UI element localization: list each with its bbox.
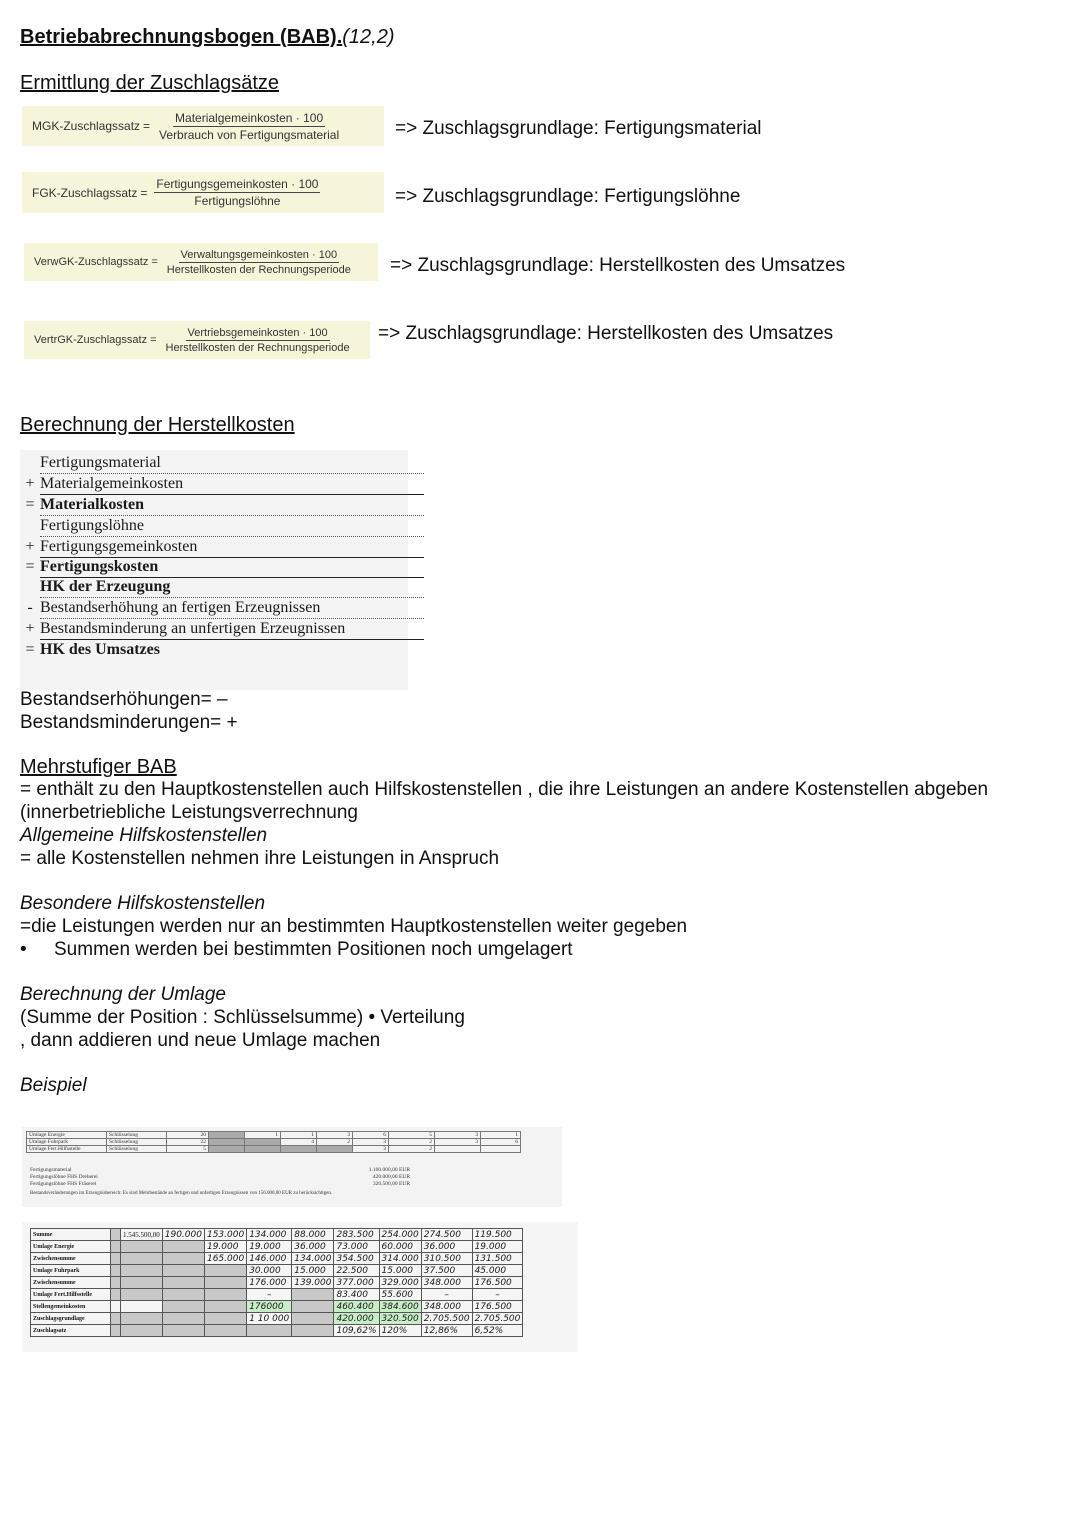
subheading-allgemeine: Allgemeine Hilfskostenstellen	[20, 825, 268, 846]
basis-fgk: => Zuschlagsgrundlage: Fertigungslöhne	[395, 186, 741, 207]
formula-label: MGK-Zuschlagssatz	[32, 119, 141, 133]
note-bestandserhoehung: Bestandserhöhungen= –	[20, 689, 228, 710]
formula-denominator: Verbrauch von Fertigungsmaterial	[159, 127, 340, 142]
formula-mgk: MGK-Zuschlagssatz = $\frac{\text{Materialgemeinkosten · 100}}{\text{Verbrauch von Fertigungsmaterial}}$	[22, 106, 384, 146]
scheme-row: HK der Erzeugung	[40, 578, 171, 595]
table-row: Zwischensumme 176.000 139.000 377.000 329.000 348.000 176.500	[31, 1277, 523, 1289]
table-row: Zuschlagsatz 109,62% 120% 12,86% 6,52%	[31, 1325, 523, 1337]
scheme-row: = Fertigungskosten	[25, 558, 159, 575]
text-line: = alle Kostenstellen nehmen ihre Leistungen in Anspruch	[20, 848, 500, 869]
bab-table-section	[22, 1222, 578, 1352]
formula-numerator: Verwaltungsgemeinkosten · 100	[180, 248, 338, 261]
key-row: Umlage Fert.Hilfsstelle Schlüsselung 5 3 2	[27, 1146, 521, 1153]
title-main: Betriebabrechnungsbogen (BAB)	[20, 26, 337, 48]
formula-numerator: Materialgemeinkosten · 100	[175, 110, 324, 125]
herstellkosten-scheme	[20, 450, 408, 690]
formula-numerator: Vertriebsgemeinkosten · 100	[187, 326, 328, 339]
info-line: Fertigungsmaterial 1.100.000,00 EUR	[30, 1167, 410, 1173]
scheme-row: = HK des Umsatzes	[25, 641, 160, 658]
subheading-besondere: Besondere Hilfskostenstellen	[20, 893, 266, 914]
table-row: Zuschlagsgrundlage 1 10 000 420.000 320.500 2.705.500 2.705.500	[31, 1313, 523, 1325]
scheme-row: = Materialkosten	[25, 496, 144, 513]
info-line: Fertigungslöhne FHS Fräserei 320.500,00 EUR	[30, 1181, 410, 1187]
text-line: = enthält zu den Hauptkostenstellen auch Hilfskostenstellen , die ihre Leistungen an andere Kostenstellen abgeben	[20, 779, 989, 800]
table-row: Umlage Energie 19.000 19.000 36.000 73.000 60.000 36.000 19.000	[31, 1241, 523, 1253]
formula-label: VerwGK-Zuschlagssatz	[34, 256, 149, 268]
formula-vertrgk: VertrGK-Zuschlagssatz = $\frac{\text{Vertriebsgemeinkosten · 100}}{\text{Herstellkosten der Rechnungsperiode}}$	[24, 321, 370, 359]
formula-numerator: Fertigungsgemeinkosten · 100	[156, 177, 319, 191]
scheme-row: + Fertigungsgemeinkosten	[25, 538, 198, 555]
formula-denominator: Herstellkosten der Rechnungsperiode	[166, 263, 351, 276]
table-row: Umlage Fert.Hilfsstelle – 83.400 55.600 – –	[31, 1289, 523, 1301]
bullet-icon: •	[20, 939, 27, 960]
section-heading-herstellkosten: Berechnung der Herstellkosten	[20, 414, 295, 436]
page-title	[20, 26, 395, 49]
text-line: =die Leistungen werden nur an bestimmten Hauptkostenstellen weiter gegeben	[20, 916, 688, 937]
key-row: Umlage Fuhrpark Schlüsselung 22 4 2 3 2 3 6	[27, 1139, 521, 1146]
text-line: Summen werden bei bestimmten Positionen noch umgelagert	[54, 939, 573, 960]
title-dot: .	[336, 26, 343, 48]
basis-mgk: => Zuschlagsgrundlage: Fertigungsmaterial	[395, 118, 762, 139]
table-row: Summe 1.545.500,00 190.000 153.000 134.000 88.000 283.500 254.000 274.500 119.500	[31, 1229, 523, 1241]
subheading-beispiel: Beispiel	[20, 1075, 87, 1096]
table-row: Zwischensumme 165.000 146.000 134.000 354.500 314.000 310.500 131.500	[31, 1253, 523, 1265]
basis-vertrgk: => Zuschlagsgrundlage: Herstellkosten des Umsatzes	[378, 323, 834, 344]
basis-verwgk: => Zuschlagsgrundlage: Herstellkosten des Umsatzes	[390, 255, 846, 276]
section-heading-zuschlagssaetze: Ermittlung der Zuschlagsätze	[20, 72, 280, 94]
title-suffix: (12,2)	[342, 26, 395, 48]
subheading-umlage: Berechnung der Umlage	[20, 984, 226, 1005]
scheme-row: - Bestandserhöhung an fertigen Erzeugnissen	[27, 599, 321, 616]
bab-table	[30, 1228, 523, 1337]
table-row: Stellengemeinkosten 176000 460.400 384.600 348.000 176.500	[31, 1301, 523, 1313]
bab-key-section	[22, 1127, 562, 1207]
table-row: Umlage Fuhrpark 30.000 15.000 22.500 15.000 37.500 45.000	[31, 1265, 523, 1277]
info-line: Fertigungslöhne FHS Dreherei 420.000,00 EUR	[30, 1174, 410, 1180]
formula-denominator: Fertigungslöhne	[194, 194, 281, 208]
scheme-row: Fertigungsmaterial	[40, 454, 161, 471]
formula-denominator: Herstellkosten der Rechnungsperiode	[165, 341, 350, 354]
formula-verwgk: VerwGK-Zuschlagssatz = $\frac{\text{Verwaltungsgemeinkosten · 100}}{\text{Herstellkosten der Rechnungsperiode}}$	[24, 243, 378, 281]
scheme-row: + Bestandsminderung an unfertigen Erzeugnissen	[25, 620, 346, 637]
scheme-row: + Materialgemeinkosten	[25, 475, 184, 492]
text-line: , dann addieren und neue Umlage machen	[20, 1030, 381, 1051]
formula-label: VertrGK-Zuschlagssatz	[34, 334, 148, 346]
text-line: (Summe der Position : Schlüsselsumme) • Verteilung	[20, 1007, 465, 1028]
formula-label: FGK-Zuschlagssatz	[32, 185, 138, 200]
scheme-row: Fertigungslöhne	[40, 517, 144, 534]
key-row: Umlage Energie Schlüsselung 20 1 1 3 6 5 3 1	[27, 1132, 521, 1139]
text-line: (innerbetriebliche Leistungsverrechnung	[20, 802, 358, 823]
key-table	[26, 1131, 521, 1153]
section-heading-mehrstufiger-bab: Mehrstufiger BAB	[20, 756, 177, 778]
note-bestandsminderung: Bestandsminderungen= +	[20, 712, 238, 733]
formula-fgk: FGK-Zuschlagssatz = $\frac{\text{Fertigungsgemeinkosten · 100}}{\text{Fertigungslöhne}}$	[22, 172, 384, 213]
info-note: Bestandsveränderungen im Erzeugnisbereich: Es sind Mehrbestände an fertigen und unfertigen Erzeugnissen von 156.000,00 EUR zu berücksichtigen.	[30, 1191, 333, 1196]
